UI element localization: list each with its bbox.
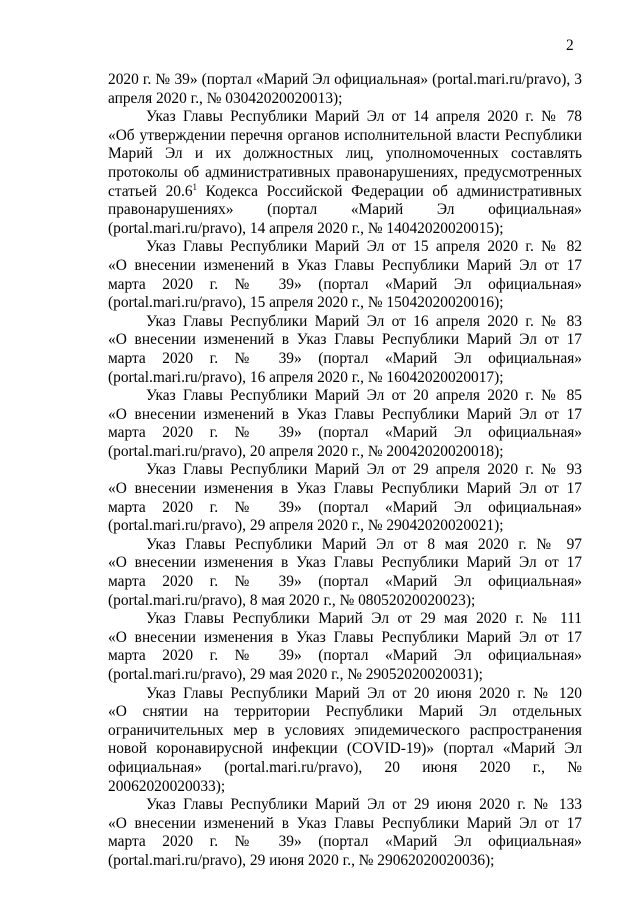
paragraph-first-line: Указ Главы Республики Марий Эл от 20 апреля 2020 г. № 85 [146, 387, 582, 405]
paragraph-text: 2020 г. № 39» (портал «Марий Эл официальная» (portal.mari.ru/pravo), 3 апреля 2020 г., № 03042020020013); [108, 71, 582, 107]
list-item [108, 536, 582, 610]
list-item [108, 796, 582, 870]
paragraph-text: «О внесении изменений в Указ Главы Республики Марий Эл от 17 марта 2020 г. № 39» (портал «Марий Эл официальная» (portal.mari.ru/pravo), 20 апреля 2020 г., № 20042020020018); [108, 405, 582, 460]
paragraph-first-line: Указ Главы Республики Марий Эл от 15 апреля 2020 г. № 82 [146, 238, 582, 256]
list-item [108, 71, 582, 108]
paragraph-text: «О внесении изменений в Указ Главы Республики Марий Эл от 17 марта 2020 г. № 39» (портал «Марий Эл официальная» (portal.mari.ru/pravo), 16 апреля 2020 г., № 16042020020017); [108, 331, 582, 386]
paragraph-first-line: Указ Главы Республики Марий Эл от 8 мая 2020 г. № 97 [146, 535, 582, 553]
list-item [108, 387, 582, 461]
paragraph-text: «О внесении изменений в Указ Главы Республики Марий Эл от 17 марта 2020 г. № 39» (портал «Марий Эл официальная» (portal.mari.ru/pravo), 15 апреля 2020 г., № 15042020020016); [108, 256, 582, 312]
paragraph-text: «О внесении изменения в Указ Главы Республики Марий Эл от 17 марта 2020 г. № 39» (портал «Марий Эл официальная» (portal.mari.ru/pravo), 29 апреля 2020 г., № 29042020020021); [108, 480, 582, 535]
list-item [108, 238, 582, 312]
paragraph-text: «О внесении изменения в Указ Главы Республики Марий Эл от 17 марта 2020 г. № 39» (портал «Марий Эл официальная» (portal.mari.ru/pravo), 8 мая 2020 г., № 08052020020023); [108, 554, 582, 609]
list-item [108, 685, 582, 797]
document-body [108, 71, 582, 871]
paragraph-text: «О внесении изменения в Указ Главы Республики Марий Эл от 17 марта 2020 г. № 39» (портал «Марий Эл официальная» (portal.mari.ru/pravo), 29 мая 2020 г., № 29052020020031); [108, 628, 582, 683]
paragraph-first-line: Указ Главы Республики Марий Эл от 16 апреля 2020 г. № 83 [146, 312, 582, 330]
paragraph-first-line: Указ Главы Республики Марий Эл от 29 мая 2020 г. № 111 [146, 610, 582, 628]
paragraph-text-part: «Об утверждении перечня органов исполнительной власти Республики Марий Эл и их должностных лиц, уполномоченных составлять протоколы об административных правонарушениях, предусмотренных статьей 20.6 [108, 126, 582, 200]
paragraph-first-line: Указ Главы Республики Марий Эл от 20 июня 2020 г. № 120 [146, 684, 582, 702]
list-item [108, 610, 582, 684]
page-number: 2 [566, 37, 574, 54]
paragraph-first-line: Указ Главы Республики Марий Эл от 14 апреля 2020 г. № 78 [146, 108, 582, 126]
paragraph-text: «О снятии на территории Республики Марий Эл отдельных ограничительных мер в условиях эпидемического распространения новой коронавирусной инфекции (COVID-19)» (портал «Марий Эл официальная» (portal.mari.ru/pravo), 20 июня 2020 г., № 20062020020033); [108, 703, 582, 795]
paragraph-first-line: Указ Главы Республики Марий Эл от 29 апреля 2020 г. № 93 [146, 461, 582, 479]
paragraph-text: «О внесении изменений в Указ Главы Республики Марий Эл от 17 марта 2020 г. № 39» (портал «Марий Эл официальная» (portal.mari.ru/pravo), 29 июня 2020 г., № 29062020020036); [108, 814, 582, 869]
list-item [108, 461, 582, 535]
paragraph-first-line: Указ Главы Республики Марий Эл от 29 июня 2020 г. № 133 [146, 796, 582, 814]
superscript: 1 [192, 181, 198, 192]
paragraph-text-part: Кодекса Российской Федерации об административных правонарушениях» (портал «Марий Эл официальная» (portal.mari.ru/pravo), 14 апреля 2020 г., № 14042020020015); [108, 182, 582, 237]
list-item [108, 108, 582, 238]
paragraph-text [108, 127, 582, 239]
list-item [108, 313, 582, 387]
